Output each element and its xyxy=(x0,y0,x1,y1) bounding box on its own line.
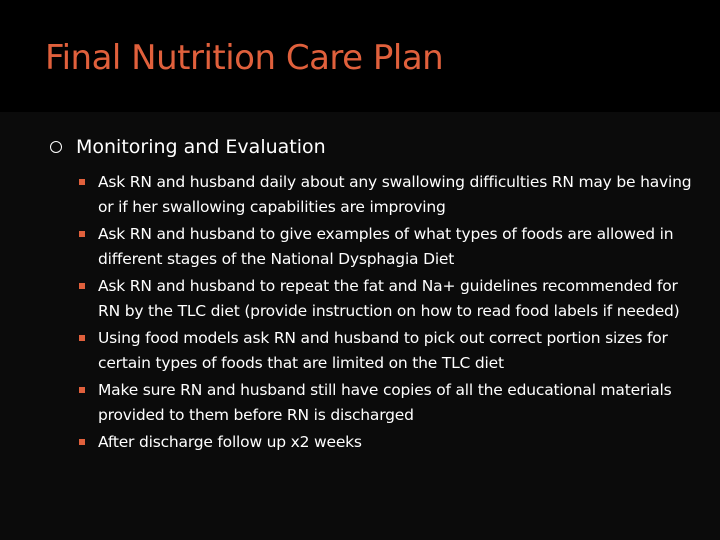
list-item xyxy=(79,222,699,271)
square-bullet-icon xyxy=(79,179,85,185)
section-heading-label: Monitoring and Evaluation xyxy=(76,136,326,158)
slide-content xyxy=(0,112,720,540)
square-bullet-icon xyxy=(79,231,85,237)
list-item xyxy=(79,430,699,455)
list-item xyxy=(79,274,699,323)
list-item-text: Ask RN and husband to repeat the fat and Na+ guidelines recommended for RN by the TLC diet (provide instruction on how to read food labels if needed) xyxy=(98,277,680,320)
section-heading xyxy=(50,136,326,158)
square-bullet-icon xyxy=(79,439,85,445)
list-item-text: Make sure RN and husband still have copies of all the educational materials provided to them before RN is discharged xyxy=(98,381,672,424)
square-bullet-icon xyxy=(79,335,85,341)
square-bullet-icon xyxy=(79,387,85,393)
list-item-text: Ask RN and husband daily about any swallowing difficulties RN may be having or if her swallowing capabilities are improving xyxy=(98,173,692,216)
square-bullet-icon xyxy=(79,283,85,289)
title-bar xyxy=(0,0,720,112)
list-item-text: Ask RN and husband to give examples of what types of foods are allowed in different stages of the National Dysphagia Diet xyxy=(98,225,674,268)
list-item xyxy=(79,378,699,427)
list-item-text: Using food models ask RN and husband to pick out correct portion sizes for certain types of foods that are limited on the TLC diet xyxy=(98,329,668,372)
list-item-text: After discharge follow up x2 weeks xyxy=(98,433,362,451)
list-item xyxy=(79,170,699,219)
bullet-list xyxy=(79,170,699,458)
circle-bullet-icon xyxy=(50,141,62,153)
slide-title: Final Nutrition Care Plan xyxy=(45,38,444,78)
list-item xyxy=(79,326,699,375)
